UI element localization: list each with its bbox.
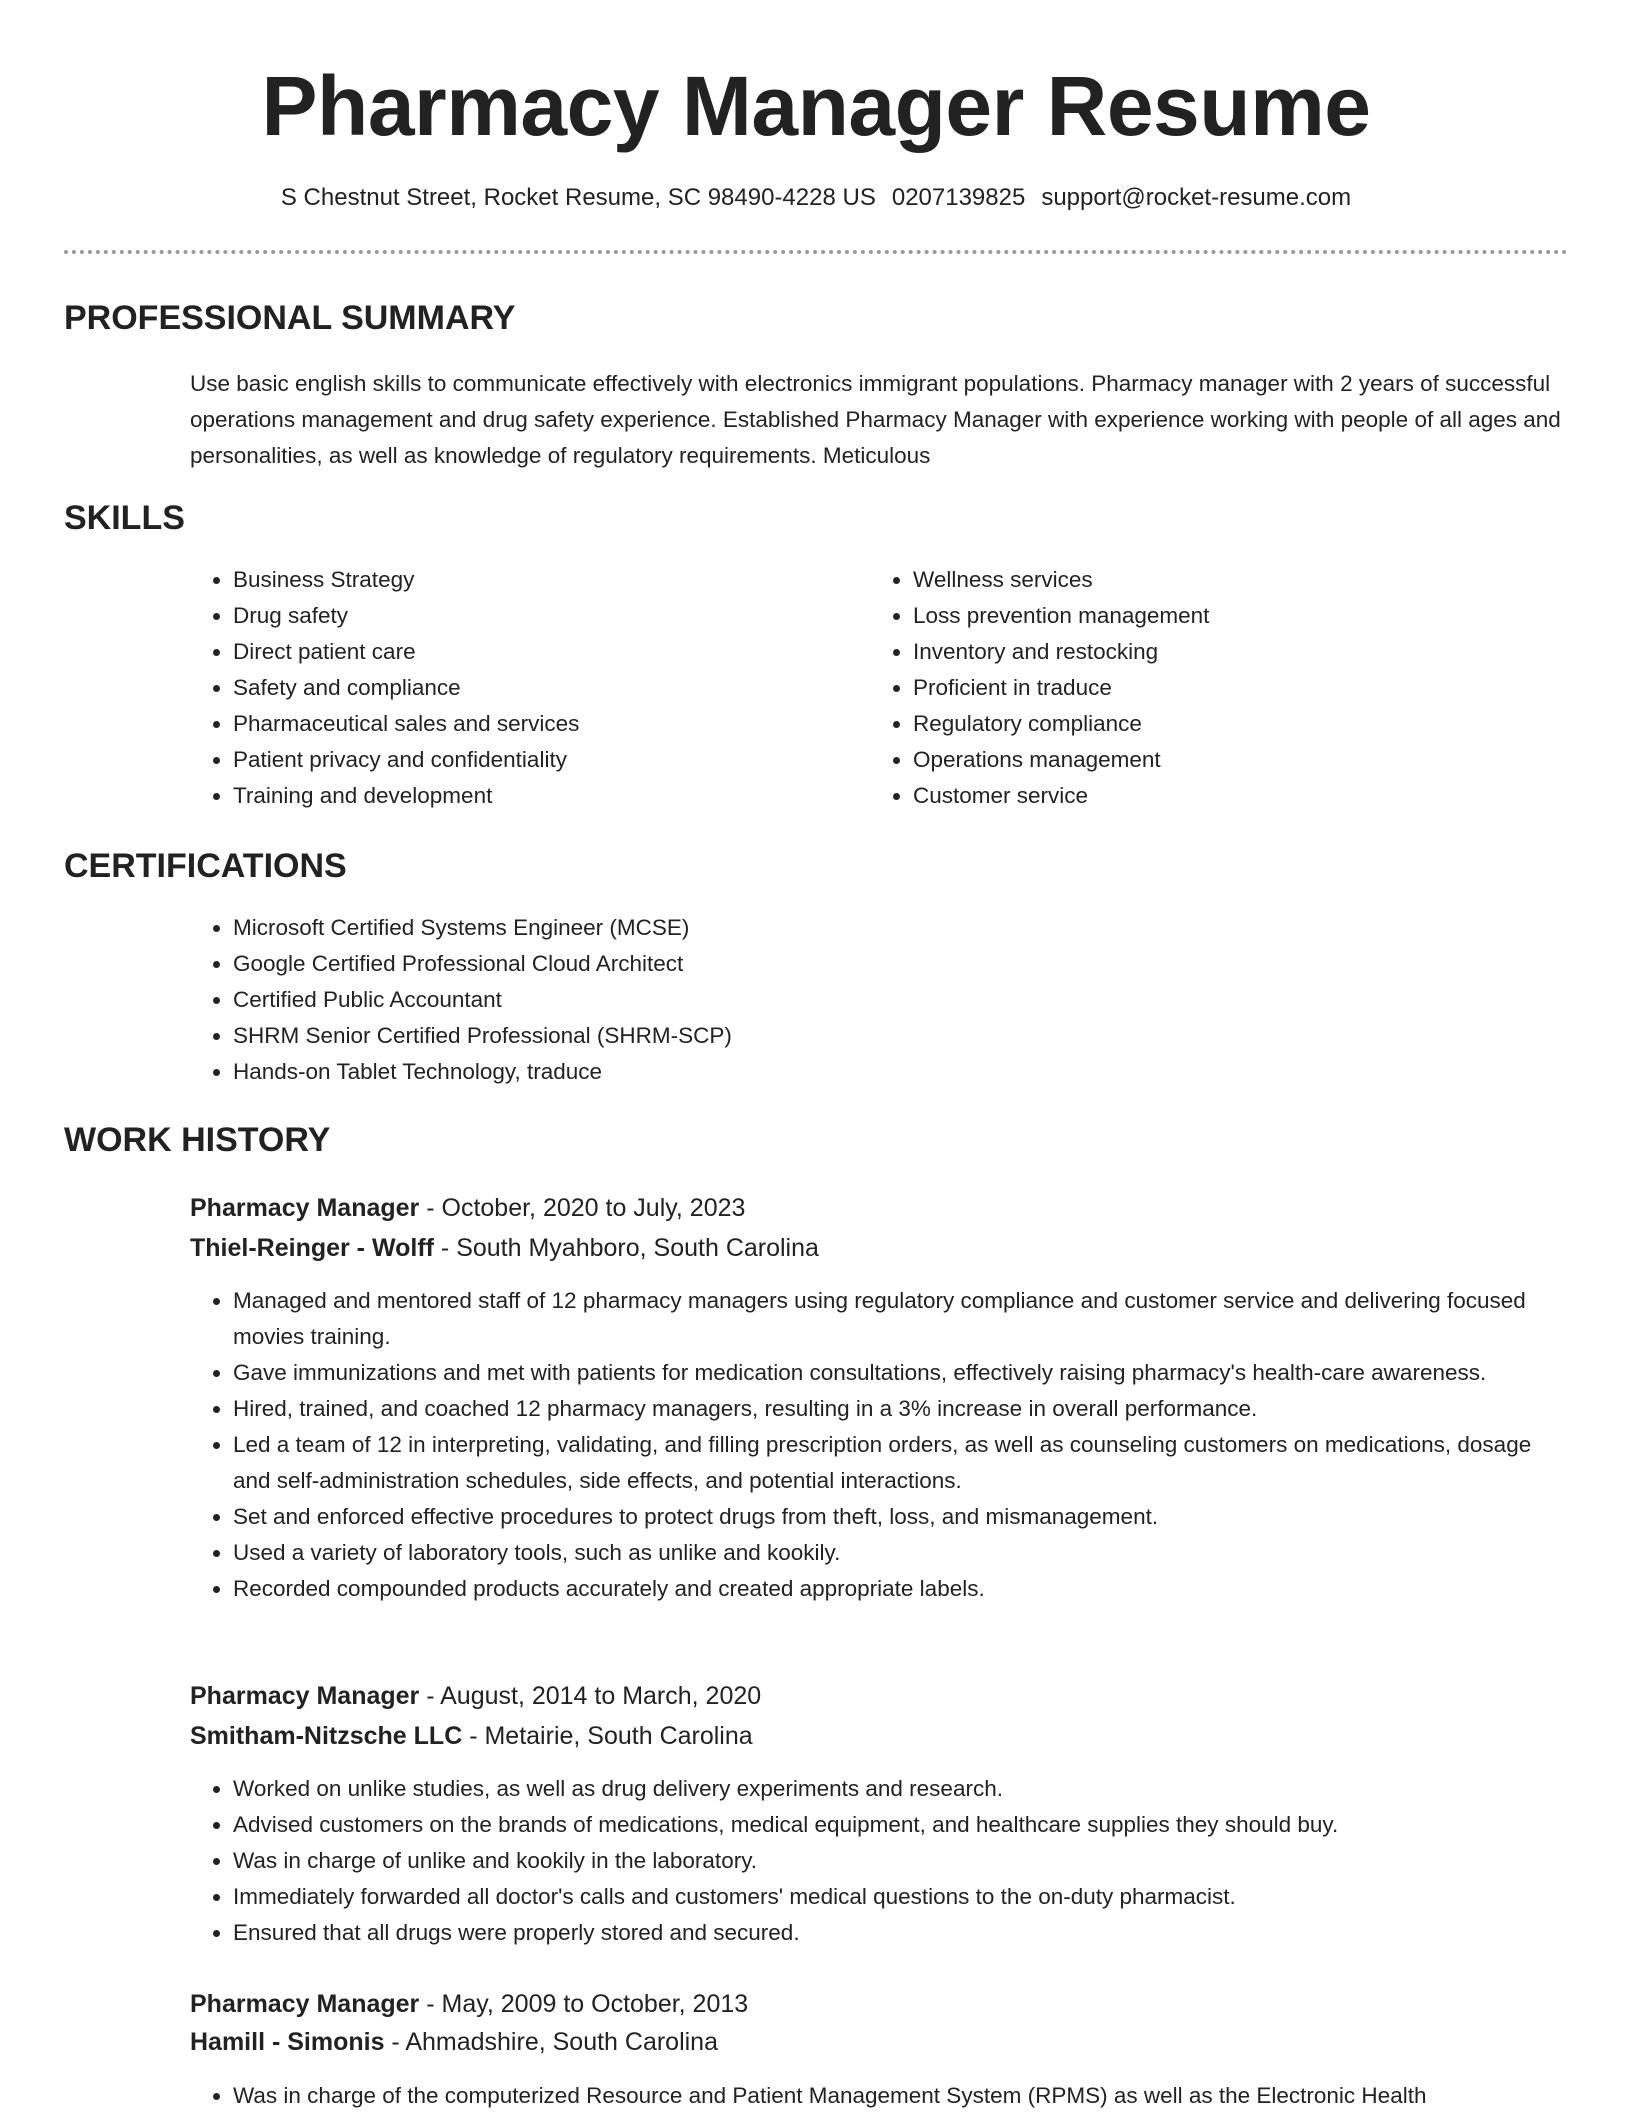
job-company: Smitham-Nitzsche LLC bbox=[190, 1722, 463, 1750]
job-company: Hamill - Simonis bbox=[190, 2028, 385, 2056]
job-bullet: • Worked on unlike studies, as well as drug delivery experiments and research. bbox=[233, 1771, 1573, 1807]
job-title: Pharmacy Manager bbox=[190, 1194, 420, 1222]
job-title-line bbox=[190, 1188, 745, 1228]
skill-item: • Safety and compliance bbox=[233, 670, 853, 706]
skill-item: • Pharmaceutical sales and services bbox=[233, 706, 853, 742]
work-history-heading: WORK HISTORY bbox=[64, 1121, 331, 1159]
certifications-heading: CERTIFICATIONS bbox=[64, 847, 347, 885]
job-bullet: • Ensured that all drugs were properly stored and secured. bbox=[233, 1915, 1573, 1951]
skill-item: • Training and development bbox=[233, 778, 853, 814]
skills-list-right bbox=[870, 562, 1533, 814]
certifications-list bbox=[190, 910, 1533, 1090]
resume-title: Pharmacy Manager Resume bbox=[261, 59, 1371, 153]
certification-item: • Google Certified Professional Cloud Architect bbox=[233, 946, 1533, 982]
job-bullet: • Gave immunizations and met with patients for medication consultations, effectively raising pharmacy's health-care awareness. bbox=[233, 1355, 1573, 1391]
skills-list-left bbox=[190, 562, 853, 814]
skill-item: • Patient privacy and confidentiality bbox=[233, 742, 853, 778]
job-bullet: • Used a variety of laboratory tools, such as unlike and kookily. bbox=[233, 1535, 1573, 1571]
job-bullet: • Was in charge of the computerized Resource and Patient Management System (RPMS) as well as the Electronic Health bbox=[233, 2078, 1573, 2114]
skills-heading: SKILLS bbox=[64, 499, 185, 537]
job-bullet: • Set and enforced effective procedures to protect drugs from theft, loss, and mismanagement. bbox=[233, 1499, 1573, 1535]
skill-item: • Customer service bbox=[913, 778, 1533, 814]
skill-item: • Business Strategy bbox=[233, 562, 853, 598]
job-title-line bbox=[190, 1984, 748, 2024]
job-bullet: • Managed and mentored staff of 12 pharmacy managers using regulatory compliance and customer service and delivering focused movies training. bbox=[233, 1283, 1573, 1355]
job-bullets bbox=[190, 1283, 1573, 1607]
job-bullet: • Immediately forwarded all doctor's calls and customers' medical questions to the on-duty pharmacist. bbox=[233, 1879, 1573, 1915]
job-title-line bbox=[190, 1676, 761, 1716]
job-bullet: • Recorded compounded products accurately and created appropriate labels. bbox=[233, 1571, 1573, 1607]
job-title: Pharmacy Manager bbox=[190, 1990, 420, 2018]
contact-phone: 0207139825 bbox=[891, 184, 1026, 211]
job-title: Pharmacy Manager bbox=[190, 1682, 420, 1710]
job-location: - Metairie, South Carolina bbox=[462, 1722, 753, 1750]
job-dates: - August, 2014 to March, 2020 bbox=[419, 1682, 762, 1710]
job-dates: - May, 2009 to October, 2013 bbox=[419, 1990, 749, 2018]
job-bullets bbox=[190, 1771, 1573, 1951]
certification-item: • Microsoft Certified Systems Engineer (MCSE) bbox=[233, 910, 1533, 946]
summary-text: Use basic english skills to communicate effectively with electronics immigrant populations. Pharmacy manager with 2 years of successful operations management and drug safety experience. Established Pharmacy Manager with experience working with people of all ages and personalities, as well as knowledge of regulatory requirements. Meticulous bbox=[190, 371, 1561, 468]
contact-address: S Chestnut Street, Rocket Resume, SC 98490-4228 US bbox=[280, 184, 876, 211]
job-location: - Ahmadshire, South Carolina bbox=[384, 2028, 718, 2056]
skill-item: • Drug safety bbox=[233, 598, 853, 634]
skill-item: • Inventory and restocking bbox=[913, 634, 1533, 670]
job-bullet: • Hired, trained, and coached 12 pharmacy managers, resulting in a 3% increase in overall performance. bbox=[233, 1391, 1573, 1427]
job-company-line bbox=[190, 1228, 819, 1268]
job-bullet: • Advised customers on the brands of medications, medical equipment, and healthcare supplies they should buy. bbox=[233, 1807, 1573, 1843]
skill-item: • Direct patient care bbox=[233, 634, 853, 670]
skill-item: • Loss prevention management bbox=[913, 598, 1533, 634]
contact-line bbox=[0, 180, 1632, 216]
header-divider bbox=[64, 250, 1568, 254]
job-bullet: • Was in charge of unlike and kookily in the laboratory. bbox=[233, 1843, 1573, 1879]
skill-item: • Regulatory compliance bbox=[913, 706, 1533, 742]
job-bullet: • Led a team of 12 in interpreting, validating, and filling prescription orders, as well as counseling customers on medications, dosage and self-administration schedules, side effects, and potential interactions. bbox=[233, 1427, 1573, 1499]
job-dates: - October, 2020 to July, 2023 bbox=[419, 1194, 746, 1222]
certification-item: • Hands-on Tablet Technology, traduce bbox=[233, 1054, 1533, 1090]
job-company-line bbox=[190, 1716, 753, 1756]
contact-email[interactable]: support@rocket-resume.com bbox=[1041, 184, 1352, 211]
job-company-line bbox=[190, 2022, 718, 2062]
certification-item: • SHRM Senior Certified Professional (SHRM-SCP) bbox=[233, 1018, 1533, 1054]
skill-item: • Operations management bbox=[913, 742, 1533, 778]
skill-item: • Wellness services bbox=[913, 562, 1533, 598]
job-company: Thiel-Reinger - Wolff bbox=[190, 1234, 434, 1262]
summary-heading: PROFESSIONAL SUMMARY bbox=[64, 299, 516, 337]
job-bullets bbox=[190, 2078, 1573, 2114]
skill-item: • Proficient in traduce bbox=[913, 670, 1533, 706]
certification-item: • Certified Public Accountant bbox=[233, 982, 1533, 1018]
job-location: - South Myahboro, South Carolina bbox=[433, 1234, 819, 1262]
